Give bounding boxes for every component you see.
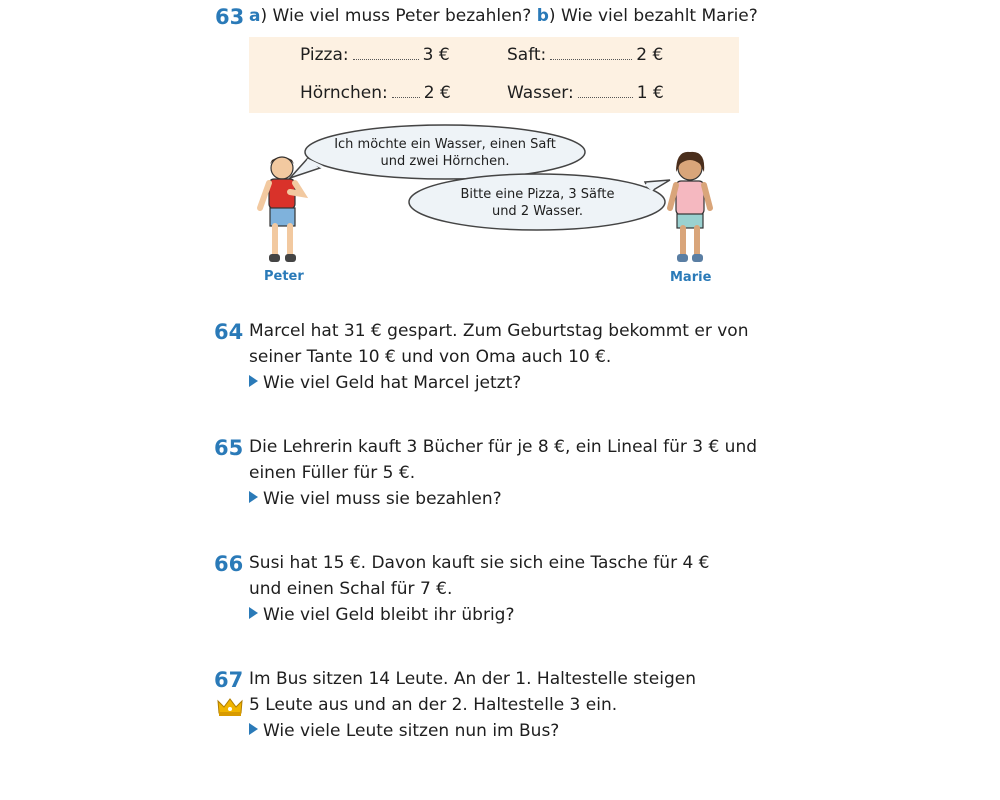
price-list-box	[249, 37, 739, 113]
task-64-line-2: seiner Tante 10 € und von Oma auch 10 €.	[249, 347, 612, 367]
price-value: 2 €	[636, 45, 664, 65]
question-text: Wie viel Geld hat Marcel jetzt?	[263, 373, 522, 393]
price-item-wasser	[507, 83, 664, 103]
task-67-line-1: Im Bus sitzen 14 Leute. An der 1. Haltestelle steigen	[249, 669, 696, 689]
task-number-66: 66	[214, 552, 244, 576]
task-63-part-b: b	[536, 6, 549, 26]
bullet-triangle-icon	[249, 723, 258, 735]
price-item-label: Hörnchen:	[300, 83, 388, 103]
bullet-triangle-icon	[249, 375, 258, 387]
task-63-text-a: ) Wie viel muss Peter bezahlen?	[260, 6, 537, 26]
crown-icon	[217, 697, 243, 717]
dotted-line	[392, 96, 420, 98]
task-67-question	[249, 721, 559, 741]
bullet-triangle-icon	[249, 491, 258, 503]
price-item-saft	[507, 45, 663, 65]
task-66-line-1: Susi hat 15 €. Davon kauft sie sich eine Tasche für 4 €	[249, 553, 710, 573]
task-number-64: 64	[214, 320, 244, 344]
task-number-65: 65	[214, 436, 244, 460]
task-number-67: 67	[214, 668, 244, 692]
speech-line: Ich möchte ein Wasser, einen Saft	[334, 137, 556, 152]
speech-line: und zwei Hörnchen.	[380, 154, 510, 169]
question-text: Wie viel Geld bleibt ihr übrig?	[263, 605, 515, 625]
price-value: 2 €	[423, 83, 451, 103]
task-number-63: 63	[215, 5, 245, 29]
task-64-question	[249, 373, 521, 393]
task-66-line-2: und einen Schal für 7 €.	[249, 579, 453, 599]
speech-text-marie	[430, 186, 645, 220]
name-peter: Peter	[264, 269, 304, 284]
price-item-label: Pizza:	[300, 45, 349, 65]
task-64-line-1: Marcel hat 31 € gespart. Zum Geburtstag bekommt er von	[249, 321, 749, 341]
name-marie: Marie	[670, 270, 712, 285]
task-63-part-a: a	[249, 6, 261, 26]
task-65-line-2: einen Füller für 5 €.	[249, 463, 416, 483]
price-item-hoernchen	[300, 83, 451, 103]
speech-line: und 2 Wasser.	[491, 204, 584, 219]
task-63-question	[249, 6, 758, 26]
price-value: 1 €	[636, 83, 664, 103]
speech-text-peter	[325, 136, 565, 170]
question-text: Wie viel muss sie bezahlen?	[263, 489, 502, 509]
dotted-line	[353, 58, 419, 60]
marie-figure	[670, 152, 710, 262]
task-63-text-b: ) Wie viel bezahlt Marie?	[548, 6, 758, 26]
price-item-label: Saft:	[507, 45, 547, 65]
task-67-line-2: 5 Leute aus und an der 2. Haltestelle 3 ein.	[249, 695, 618, 715]
price-item-label: Wasser:	[507, 83, 574, 103]
question-text: Wie viele Leute sitzen nun im Bus?	[263, 721, 560, 741]
dotted-line	[578, 96, 633, 98]
price-item-pizza	[300, 45, 450, 65]
dotted-line	[550, 58, 632, 60]
speech-line: Bitte eine Pizza, 3 Säfte	[460, 187, 615, 202]
price-value: 3 €	[422, 45, 450, 65]
bullet-triangle-icon	[249, 607, 258, 619]
task-65-line-1: Die Lehrerin kauft 3 Bücher für je 8 €, ein Lineal für 3 € und	[249, 437, 758, 457]
task-65-question	[249, 489, 502, 509]
task-66-question	[249, 605, 514, 625]
